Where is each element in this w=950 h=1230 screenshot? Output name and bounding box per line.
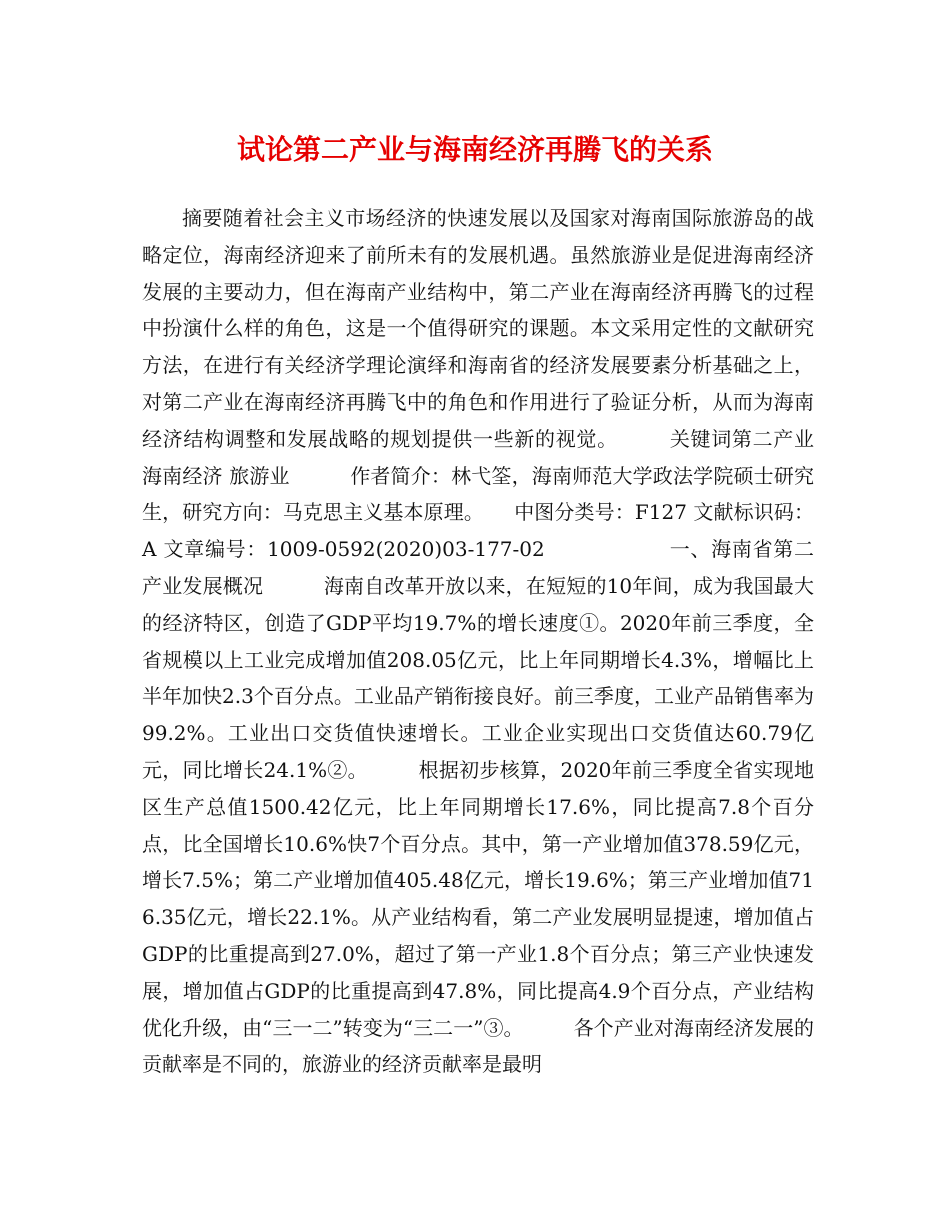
document-title: 试论第二产业与海南经济再腾飞的关系 [236,133,713,166]
document-body: 摘要随着社会主义市场经济的快速发展以及国家对海南国际旅游岛的战略定位，海南经济迎来了前所未有的发展机遇。虽然旅游业是促进海南经济发展的主要动力，但在海南产业结构中，第二产业在海南经济再腾飞的过程中扮演什么样的角色，这是一个值得研究的课题。本文采用定性的文献研究方法，在进行有关经济学理论演绎和海南省的经济发展要素分析基础之上，对第二产业在海南经济再腾飞中的角色和作用进行了验证分析，从而为海南经济结构调整和发展战略的规划提供一些新的视觉。 关键词第二产业 海南经济 旅游业 作者简介：林弋筌，海南师范大学政法学院硕士研究生，研究方向：马克思主义基本原理。 中图分类号：F127 文献标识码：A 文章编号：1009-0592(2020)03-177-02 一、海南省第二产业发展概况 海南自改革开放以来，在短短的10年间，成为我国最大的经济特区，创造了GDP平均19.7%的增长速度①。2020年前三季度，全省规模以上工业完成增加值208.05亿元，比上年同期增长4.3%，增幅比上半年加快2.3个百分点。工业品产销衔接良好。前三季度，工业产品销售率为99.2%。工业出口交货值快速增长。工业企业实现出口交货值达60.79亿元，同比增长24.1%②。 根据初步核算，2020年前三季度全省实现地区生产总值1500.42亿元，比上年同期增长17.6%，同比提高7.8个百分点，比全国增长10.6%快7个百分点。其中，第一产业增加值378.59亿元，增长7.5%；第二产业增加值405.48亿元，增长19.6%；第三产业增加值716.35亿元，增长22.1%。从产业结构看，第二产业发展明显提速，增加值占GDP的比重提高到27.0%，超过了第一产业1.8个百分点；第三产业快速发展，增加值占GDP的比重提高到47.8%，同比提高4.9个百分点，产业结构优化升级，由“三一二”转变为“三二一”③。 各个产业对海南经济发展的贡献率是不同的，旅游业的经济贡献率是最明 [142,206,814,1077]
